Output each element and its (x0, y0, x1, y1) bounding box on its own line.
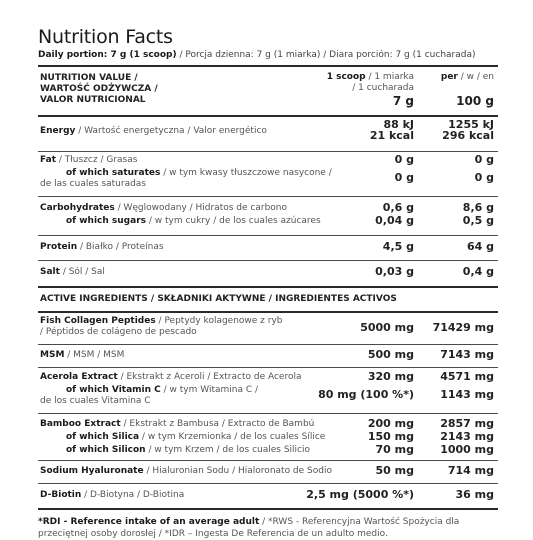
sugars-en: of which sugars (66, 216, 146, 226)
hyaluronate-translations: / Hialuronian Sodu / Hialoronato de Sodio (143, 466, 332, 476)
carbohydrates-row (38, 197, 498, 231)
protein-per-serving: 4,5 g (382, 240, 414, 253)
sugars-translations: / w tym cukry / de los cuales azúcares (146, 216, 321, 226)
msm-translations: / MSM / MSM (64, 350, 125, 360)
bamboo-per-serving: 200 mg (367, 417, 414, 430)
active-ingredients-header-row (38, 288, 498, 309)
hyaluronate-per-100: 714 mg (447, 464, 494, 477)
energy-kj-100: 1255 kJ (448, 118, 494, 131)
hyaluronate-label (40, 466, 332, 477)
active-ingredients-heading: ACTIVE INGREDIENTS / SKŁADNIKI AKTYWNE / INGREDIENTES ACTIVOS (40, 294, 397, 304)
serving-es: / 1 cucharada (352, 83, 414, 93)
salt-per-100: 0,4 g (462, 265, 494, 278)
hyaluronate-en: Sodium Hyaluronate (40, 466, 144, 476)
acerola-row (38, 368, 498, 411)
carbohydrates-per-serving: 0,6 g (382, 201, 414, 214)
biotin-translations: / D-Biotyna / D-Biotina (81, 490, 185, 500)
silica-per-serving: 150 mg (367, 430, 414, 443)
protein-label (40, 242, 164, 253)
salt-en: Salt (40, 267, 60, 277)
biotin-row (38, 484, 498, 505)
collagen-per-serving: 5000 mg (360, 321, 414, 334)
per-translations: / w / en (457, 72, 494, 82)
salt-translations: / Sól / Sal (59, 267, 105, 277)
bamboo-en: Bamboo Extract (40, 419, 121, 429)
per-100-column-header (441, 72, 494, 108)
daily-portion-es: / Diara porción: 7 g (1 cucharada) (320, 50, 476, 60)
per-en: per (440, 72, 458, 82)
fat-per-serving: 0 g (394, 153, 414, 166)
bamboo-row (38, 414, 498, 459)
serving-column-header (327, 72, 414, 108)
collagen-per-100: 71429 mg (432, 321, 494, 334)
carbohydrates-translations: / Węglowodany / Hidratos de carbono (114, 203, 288, 213)
protein-row (38, 236, 498, 258)
fat-translations: / Tłuszcz / Grasas (56, 155, 138, 165)
silicon-label (40, 445, 310, 456)
protein-per-100: 64 g (466, 240, 494, 253)
silica-en: of which Silica (66, 432, 140, 442)
protein-en: Protein (40, 242, 78, 252)
nutrition-header-row (38, 67, 498, 109)
energy-label (40, 126, 267, 137)
salt-per-serving: 0,03 g (375, 265, 414, 278)
silica-label (40, 432, 325, 443)
energy-en: Energy (40, 126, 76, 136)
heading-line: VALOR NUTRICIONAL (40, 95, 146, 105)
daily-portion-pl: / Porcja dzienna: 7 g (1 miarka) (176, 50, 321, 60)
hyaluronate-per-serving: 50 mg (375, 464, 414, 477)
per-100-size: 100 g (456, 94, 494, 108)
biotin-label (40, 490, 184, 501)
heading-line: NUTRITION VALUE / (40, 73, 138, 83)
collagen-row (38, 313, 498, 342)
carbohydrates-label (40, 203, 287, 214)
silicon-translations: / w tym Krzem / de los cuales Silicio (145, 445, 311, 455)
collagen-en: Fish Collagen Peptides (40, 316, 156, 326)
acerola-label (40, 372, 301, 383)
saturates-en: of which saturates (66, 168, 161, 178)
fat-row (38, 152, 498, 195)
nutrition-facts-label (38, 26, 498, 540)
silicon-per-100: 1000 mg (440, 443, 494, 456)
biotin-en: D-Biotin (40, 490, 82, 500)
bamboo-label (40, 419, 314, 430)
biotin-per-100: 36 mg (455, 488, 494, 501)
msm-en: MSM (40, 350, 65, 360)
salt-label (40, 267, 105, 278)
silicon-en: of which Silicon (66, 445, 146, 455)
vitamin-c-per-100: 1143 mg (440, 388, 494, 401)
collagen-pl: / Peptydy kolagenowe z ryb (155, 316, 283, 326)
vitamin-c-label (40, 385, 258, 407)
fat-en: Fat (40, 155, 56, 165)
energy-per-100 (442, 119, 494, 141)
acerola-per-serving: 320 mg (367, 370, 414, 383)
vitamin-c-es: de los cuales Vitamina C (40, 396, 151, 406)
acerola-en: Acerola Extract (40, 372, 118, 382)
energy-kj: 88 kJ (383, 118, 414, 131)
energy-row (38, 117, 498, 147)
saturates-per-serving: 0 g (394, 171, 414, 184)
sugars-per-serving: 0,04 g (375, 214, 414, 227)
heading-line: WARTOŚĆ ODŻYWCZA / (40, 84, 158, 94)
silica-translations: / w tym Krzemionka / de los cuales Sílice (139, 432, 326, 442)
sugars-label (40, 216, 321, 227)
label-title: Nutrition Facts (38, 26, 173, 48)
saturates-pl: / w tym kwasy tłuszczowe nasycone / (160, 168, 332, 178)
serving-size: 7 g (392, 94, 414, 108)
energy-per-serving (370, 119, 414, 141)
fat-per-100: 0 g (474, 153, 494, 166)
acerola-translations: / Ekstrakt z Aceroli / Extracto de Acerola (117, 372, 302, 382)
salt-row (38, 261, 498, 283)
saturates-es: de las cuales saturadas (40, 179, 147, 189)
serving-en: 1 scoop (326, 72, 366, 82)
energy-kcal: 21 kcal (369, 129, 414, 142)
collagen-label (40, 316, 283, 338)
silicon-per-serving: 70 mg (375, 443, 414, 456)
saturates-label (40, 168, 332, 190)
hyaluronate-row (38, 461, 498, 481)
daily-portion-en: Daily portion: 7 g (1 scoop) (38, 50, 177, 60)
nutrition-value-heading (40, 73, 158, 106)
sugars-per-100: 0,5 g (462, 214, 494, 227)
msm-row (38, 345, 498, 366)
energy-kcal-100: 296 kcal (442, 129, 494, 142)
footnote-es: przeciętnej osoby dorosłej / *IDR – Ingesta De Referencia de un adulto medio. (38, 529, 388, 539)
collagen-es: / Péptidos de colágeno de pescado (40, 327, 197, 337)
footnote-en: *RDI - Reference intake of an average adult (38, 517, 260, 527)
vitamin-c-en: of which Vitamin C (66, 385, 161, 395)
acerola-per-100: 4571 mg (440, 370, 494, 383)
msm-label (40, 350, 124, 361)
msm-per-100: 7143 mg (440, 348, 494, 361)
footnote-pl: / *RWS - Referencyjna Wartość Spożycia dla (259, 517, 460, 527)
saturates-per-100: 0 g (474, 171, 494, 184)
vitamin-c-pl: / w tym Witamina C / (160, 385, 259, 395)
energy-translations: / Wartość energetyczna / Valor energético (75, 126, 267, 136)
bamboo-translations: / Ekstrakt z Bambusa / Extracto de Bambú (120, 419, 315, 429)
serving-pl: / 1 miarka (365, 72, 414, 82)
silica-per-100: 2143 mg (440, 430, 494, 443)
divider (38, 508, 498, 510)
rdi-footnote (38, 516, 498, 540)
vitamin-c-per-serving: 80 mg (100 %*) (318, 388, 414, 401)
fat-label (40, 155, 137, 166)
daily-portion (38, 49, 498, 61)
msm-per-serving: 500 mg (367, 348, 414, 361)
carbohydrates-en: Carbohydrates (40, 203, 115, 213)
carbohydrates-per-100: 8,6 g (462, 201, 494, 214)
bamboo-per-100: 2857 mg (440, 417, 494, 430)
biotin-per-serving: 2,5 mg (5000 %*) (306, 488, 414, 501)
protein-translations: / Białko / Proteínas (77, 242, 164, 252)
